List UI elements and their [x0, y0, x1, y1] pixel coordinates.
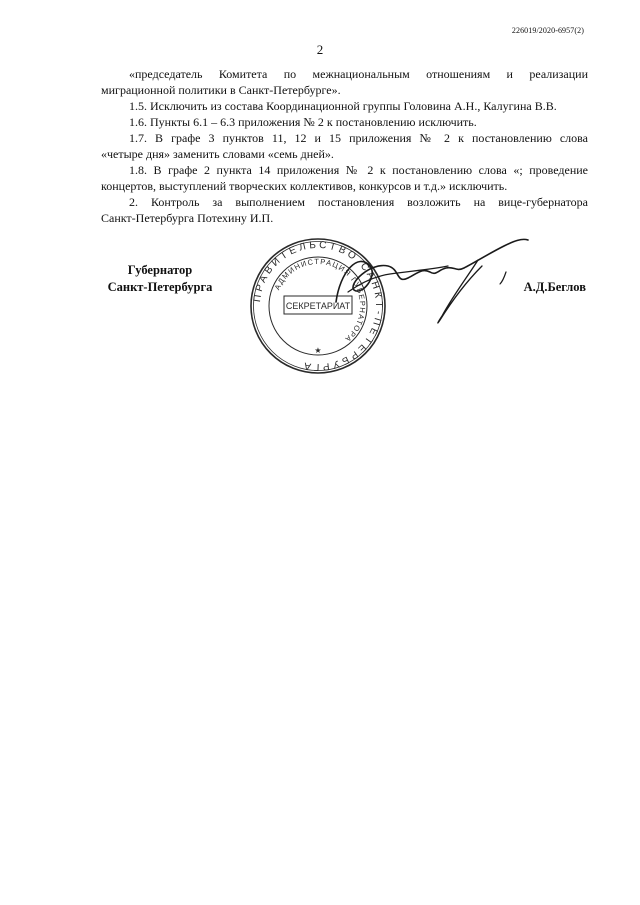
paragraph-1-8: 1.8. В графе 2 пункта 14 приложения № 2 к постановлению слова «; проведение	[129, 163, 588, 177]
seal-center-text: СЕКРЕТАРИАТ	[285, 301, 351, 311]
handwritten-signature	[318, 232, 538, 328]
paragraph-1-5: 1.5. Исключить из состава Координационной группы Головина А.Н., Калугина В.В.	[129, 99, 557, 113]
signatory-title-line: Санкт-Петербурга	[107, 280, 213, 294]
page-number: 2	[316, 42, 324, 57]
seal-outer-text: ПРАВИТЕЛЬСТВО САНКТ-ПЕТЕРБУРГА	[251, 239, 385, 373]
paragraph-2: 2. Контроль за выполнением постановления возложить на вице-губернатора	[129, 195, 588, 209]
paragraph-line: концертов, выступлений творческих коллективов, конкурсов и т.д.» исключить.	[101, 179, 508, 193]
paragraph-line: «четыре дня» заменить словами «семь дней».	[101, 147, 334, 161]
paragraph-1-7: 1.7. В графе 3 пунктов 11, 12 и 15 приложения № 2 к постановлению слова	[129, 131, 588, 145]
paragraph-1-6: 1.6. Пункты 6.1 – 6.3 приложения № 2 к постановлению исключить.	[129, 115, 477, 129]
paragraph-line: миграционной политики в Санкт-Петербурге».	[101, 83, 341, 97]
document-registration-number: 226019/2020-6957(2)	[511, 26, 584, 35]
paragraph-line: «председатель Комитета по межнациональным отношениям и реализации	[129, 67, 588, 81]
seal-inner-text: АДМИНИСТРАЦИЯ ГУБЕРНАТОРА	[272, 256, 368, 345]
paragraph-line: Санкт-Петербурга Потехину И.П.	[101, 211, 274, 225]
seal-star-icon: ★	[314, 346, 322, 355]
signatory-title-line: Губернатор	[127, 263, 193, 277]
signatory-title	[101, 262, 219, 296]
signatory-name: А.Д.Беглов	[523, 280, 586, 294]
document-body	[101, 66, 588, 226]
